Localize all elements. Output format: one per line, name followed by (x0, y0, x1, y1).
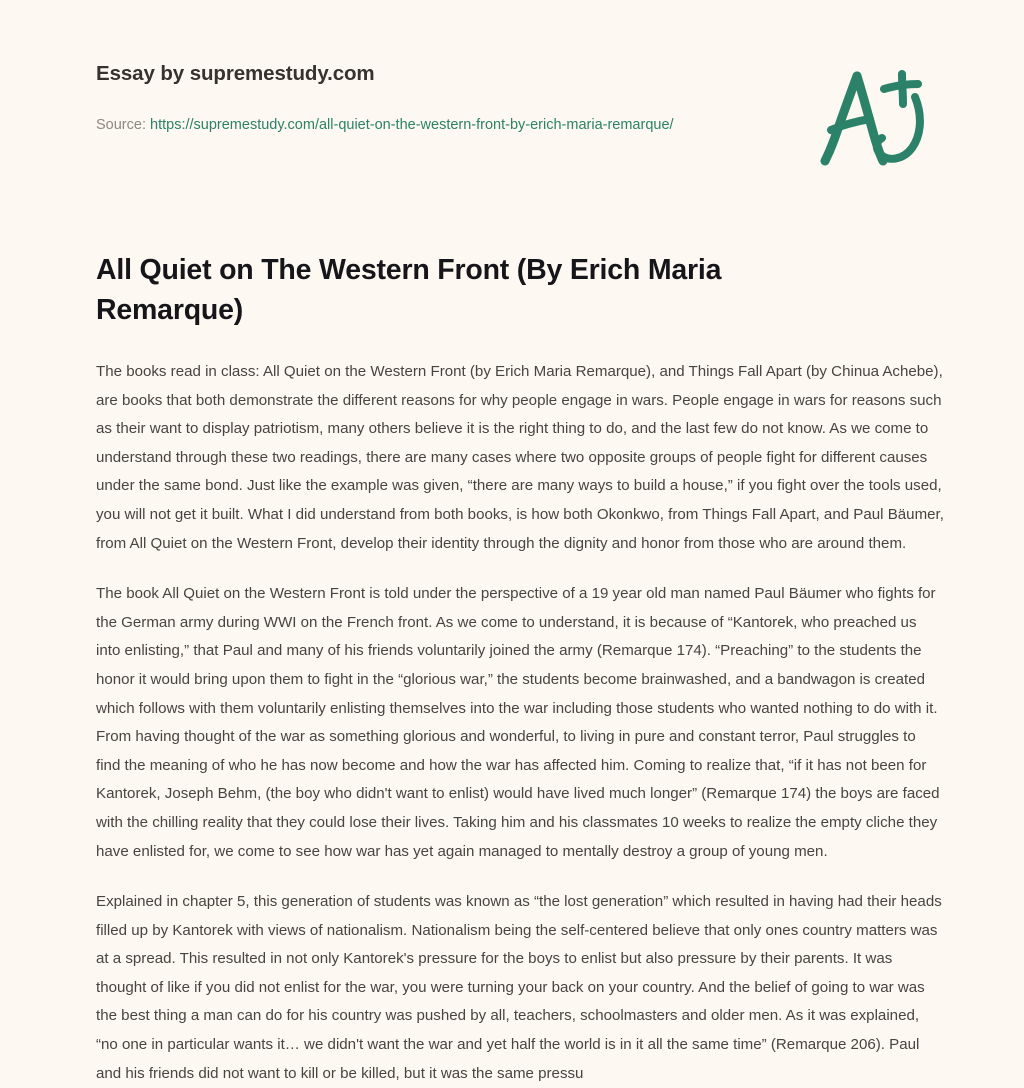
essay-attribution: Essay by supremestudy.com (96, 62, 375, 85)
page-header (0, 0, 1024, 200)
body-paragraph: The book All Quiet on the Western Front is told under the perspective of a 19 year old man named Paul Bäumer who fights for the German army during WWI on the French front. As we come to understand, it is because of “Kantorek, who preached us into enlisting,” that Paul and many of his friends voluntarily joined the army (Remarque 174). “Preaching” to the students the honor it would bring upon them to fight in the “glorious war,” the students become brainwashed, and a bandwagon is created which follows with them voluntarily enlisting themselves into the war including those students who wanted nothing to do with it. From having thought of the war as something glorious and wonderful, to living in pure and constant terror, Paul struggles to find the meaning of who he has now become and how the war has affected him. Coming to realize that, “if it has not been for Kantorek, Joseph Behm, (the boy who didn't want to enlist) would have lived much longer” (Remarque 174) the boys are faced with the chilling reality that they could lose their lives. Taking him and his classmates 10 weeks to realize the empty cliche they have enlisted for, we come to see how war has yet again managed to mentally destroy a group of young men. (96, 585, 940, 860)
a-plus-logo-icon (810, 62, 935, 172)
body-paragraph: The books read in class: All Quiet on the Western Front (by Erich Maria Remarque), and Things Fall Apart (by Chinua Achebe), are books that both demonstrate the different reasons for why people engage in wars. People engage in wars for reasons such as their want to display patriotism, many others believe it is the right thing to do, and the last few do not know. As we come to understand through these two readings, there are many cases where two opposite groups of people fight for different causes under the same bond. Just like the example was given, “there are many ways to build a house,” if you fight over the tools used, you will not get it built. What I did understand from both books, is how both Okonkwo, from Things Fall Apart, and Paul Bäumer, from All Quiet on the Western Front, develop their identity through the dignity and honor from those who are around them. (96, 363, 944, 552)
source-url-link[interactable]: https://supremestudy.com/all-quiet-on-the-western-front-by-erich-maria-remarque/ (150, 117, 674, 133)
a-plus-logo-svg (810, 62, 935, 172)
document-content (96, 250, 946, 1088)
page-title: All Quiet on The Western Front (By Erich Maria Remarque) (96, 254, 722, 326)
body-paragraph: Explained in chapter 5, this generation of students was known as “the lost generation” which resulted in having had their heads filled up by Kantorek with views of nationalism. Nationalism being the self-centered believe that only ones country matters was at a spread. This resulted in not only Kantorek's pressure for the boys to enlist but also pressure by their parents. It was thought of like if you did not enlist for the war, you were turning your back on your country. And the belief of going to war was the best thing a man can do for his country was pushed by all, teachers, schoolmasters and older men. As it was explained, “no one in particular wants it… we didn't want the war and yet half the world is in it all the same time” (Remarque 206). Paul and his friends did not want to kill or be killed, but it was the same pressu (96, 893, 942, 1082)
source-line (96, 112, 716, 138)
source-label: Source: (96, 117, 146, 133)
